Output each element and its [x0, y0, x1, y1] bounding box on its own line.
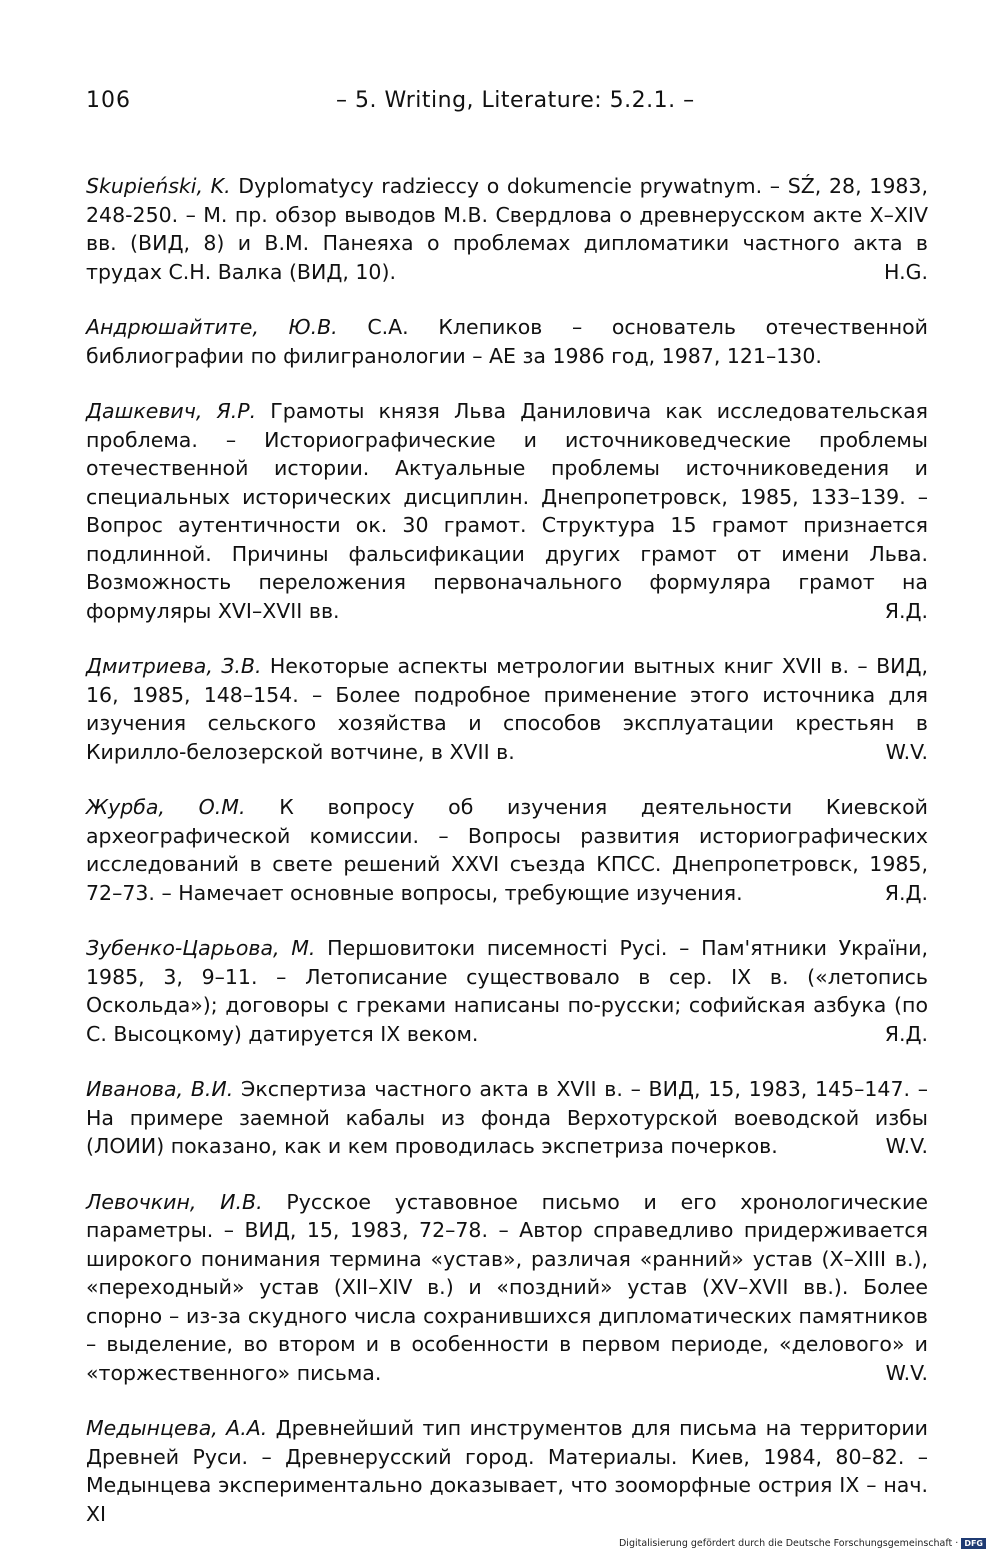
entry-text: Першовитоки писемності Русі. – Пам'ятники України, 1985, 3, 9–11. – Летописание существовало в сер. IX в. («летопись Оскольда»); договоры с греками написаны по-русски; софийская азбука (по С. Высоцкому) датируется IX веком. [86, 936, 929, 1046]
entry-text: Древнейший тип инструментов для письма на территории Древней Руси. – Древнерусский город. Материалы. Киев, 1984, 80–82. – Медынцева экспериментально доказывает, что зооморфные острия IX – нач. XI [86, 1416, 928, 1526]
bibliography-entries [86, 172, 928, 1555]
bibliography-entry [86, 652, 928, 766]
entry-text: Экспертиза частного акта в XVII в. – ВИД, 15, 1983, 145–147. – На примере заемной кабалы из фонда Верхотурской воеводской избы (ЛОИИ) показано, как и кем проводилась экспетриза почерков. [86, 1077, 928, 1158]
entry-reviewer: W.V. [885, 739, 928, 764]
entry-reviewer: Я.Д. [884, 1021, 928, 1046]
entry-text: К вопросу об изучения деятельности Киевской археографической комиссии. – Вопросы развития историографических исследований в свете решений XXVI съезда КПСС. Днепропетровск, 1985, 72–73. – Намечает основные вопросы, требующие изучения. [86, 795, 929, 905]
entry-author: Медынцева, А.А. [86, 1416, 268, 1440]
entry-author: Левочкин, И.В. [86, 1189, 263, 1214]
running-head: – 5. Writing, Literature: 5.2.1. – [336, 88, 695, 113]
entry-author: Андрюшайтите, Ю.В. [86, 315, 338, 339]
bibliography-entry [86, 1075, 928, 1161]
entry-author: Иванова, В.И. [86, 1077, 234, 1101]
entry-reviewer: Я.Д. [884, 598, 928, 623]
bibliography-entry [86, 1414, 928, 1528]
bibliography-entry [86, 313, 928, 370]
bibliography-entry [86, 793, 928, 907]
credit-text: Digitalisierung gefördert durch die Deutsche Forschungsgemeinschaft · [618, 1538, 959, 1549]
bibliography-entry [86, 172, 928, 286]
entry-author: Дмитриева, З.В. [86, 654, 262, 678]
bibliography-entry [86, 934, 928, 1048]
entry-text: Dyplomatycy radzieccy o dokumencie prywatnym. – SŹ, 28, 1983, 248-250. – М. пр. обзор выводов М.В. Свердлова о древнерусском акте X–XIV вв. (ВИД, 8) и В.М. Панеяха о проблемах дипломатики частного акта в трудах С.Н. Валка (ВИД, 10). [86, 174, 928, 284]
entry-text: Русское уставовное письмо и его хронологические параметры. – ВИД, 15, 1983, 72–78. – Автор справедливо придерживается широкого понимания термина «устав», различая «ранний» устав (X–XIII в.), «переходный» устав (XII–XIV в.) и «поздний» устав (XV–XVII вв.). Более спорно – из-за скудного числа сохранившихся дипломатических памятников – выделение, во втором и в особенности в первом периоде, «делового» и «торжественного» письма. [86, 1189, 928, 1385]
entry-reviewer: W.V. [885, 1134, 928, 1158]
entry-text: С.А. Клепиков – основатель отечественной библиографии по филигранологии – АЕ за 1986 год, 1987, 121–130. [86, 315, 928, 368]
digitization-credit [619, 1538, 986, 1549]
entry-author: Зубенко-Царьова, М. [86, 936, 316, 960]
dfg-logo: DFG [961, 1538, 986, 1549]
entry-reviewer: H.G. [884, 259, 928, 284]
entry-text: Грамоты князя Льва Даниловича как исследовательская проблема. – Историографические и источниковедческие проблемы отечественной истории. Актуальные проблемы источниковедения и специальных исторических дисциплин. Днепропетровск, 1985, 133–139. – Вопрос аутентичности ок. 30 грамот. Структура 15 грамот признается подлинной. Причины фальсификации других грамот от имени Льва. Возможность переложения первоначального формуляра грамот на формуляры XVI–XVII вв. [86, 399, 928, 623]
bibliography-entry [86, 397, 928, 625]
page-header [86, 88, 926, 128]
entry-reviewer: W.V. [885, 1360, 928, 1385]
entry-text: Некоторые аспекты метрологии вытных книг XVII в. – ВИД, 16, 1985, 148–154. – Более подробное применение этого источника для изучения сельского хозяйства и способов эксплуатации крестьян в Кирилло-белозерской вотчине, в XVII в. [86, 654, 928, 764]
entry-author: Дашкевич, Я.Р. [86, 399, 257, 423]
entry-reviewer: Я.Д. [884, 880, 928, 905]
entry-author: Skupieński, K. [86, 174, 231, 198]
entry-author: Журба, О.М. [86, 795, 246, 819]
bibliography-entry [86, 1188, 928, 1388]
page-number: 106 [86, 88, 131, 113]
